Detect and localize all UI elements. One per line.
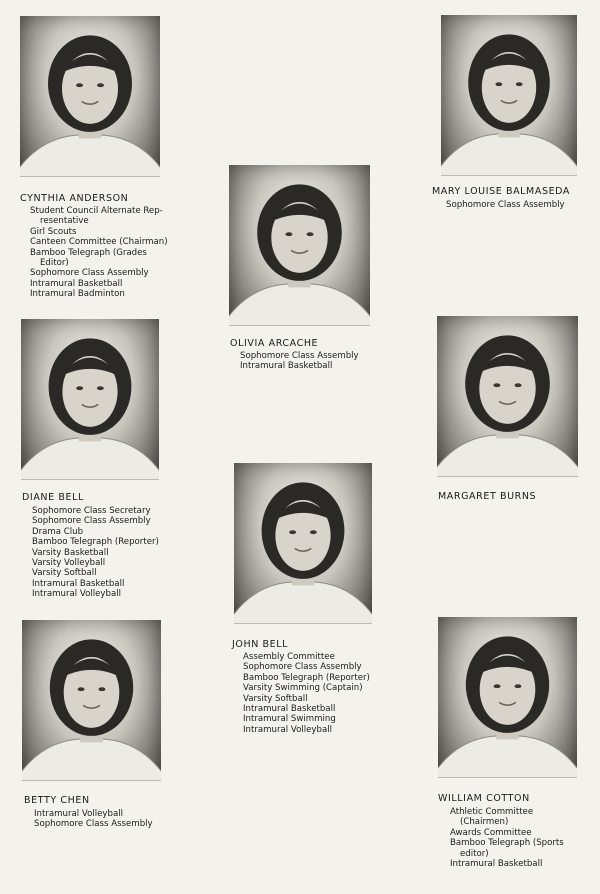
activity-item: Bamboo Telegraph (Grades [30,247,147,258]
student-name: OLIVIA ARCACHE [230,338,319,349]
activity-item: Intramural Swimming [243,714,336,725]
activity-item: Sophomore Class Assembly [34,819,153,830]
activity-item: Intramural Volleyball [243,724,333,735]
activity-list [243,652,370,735]
activity-list [240,351,359,372]
activity-item: Intramural Badminton [30,289,125,300]
activity-item: Editor) [40,258,69,269]
activity-item: Awards Committee [450,827,532,838]
activity-item: Intramural Basketball [32,578,125,589]
activity-list [32,506,159,600]
activity-item: Sophomore Class Secretary [32,506,151,516]
portrait-silhouette [229,165,370,326]
student-name: WILLIAM COTTON [438,793,530,804]
portrait-silhouette [437,316,578,477]
portrait-photo [229,165,370,326]
portrait-photo [441,15,577,176]
portrait-photo [20,16,160,177]
activity-item: Bamboo Telegraph (Reporter) [32,537,159,548]
activity-list [34,809,153,830]
activity-item: Drama Club [32,526,84,537]
activity-item: resentative [40,216,89,227]
activity-item: Sophomore Class Assembly [30,268,149,279]
activity-item: Bamboo Telegraph (Sports [450,838,564,849]
portrait-photo [21,319,159,480]
student-name: JOHN BELL [232,639,289,650]
activity-item: Intramural Basketball [240,361,333,372]
activity-item: Sophomore Class Assembly [32,516,151,527]
student-name: DIANE BELL [22,492,84,503]
activity-item: Intramural Basketball [243,704,336,715]
activity-item: Sophomore Class Assembly [446,200,565,210]
student-name: CYNTHIA ANDERSON [20,193,129,204]
activity-item: Varsity Softball [243,693,308,704]
activity-item: editor) [460,848,489,859]
portrait-photo [234,463,372,624]
activity-list [450,807,564,869]
activity-item: Girl Scouts [30,226,77,237]
activity-item: Sophomore Class Assembly [243,662,362,673]
portrait-photo [438,617,577,778]
student-name: BETTY CHEN [24,795,90,806]
activity-item: Athletic Committee [450,807,534,817]
activity-item: Varsity Softball [32,568,97,579]
activity-item: Student Council Alternate Rep- [30,206,163,216]
activity-item: Varsity Swimming (Captain) [243,683,363,694]
activity-item: Bamboo Telegraph (Reporter) [243,672,370,683]
activity-list [446,200,565,210]
portrait-silhouette [21,319,159,480]
portrait-silhouette [20,16,160,177]
portrait-silhouette [234,463,372,624]
student-name: MARY LOUISE BALMASEDA [432,186,571,197]
portrait-silhouette [22,620,161,781]
activity-item: Intramural Basketball [450,859,543,870]
activity-item: Intramural Volleyball [34,809,124,819]
activity-item: Varsity Basketball [32,547,109,558]
student-name: MARGARET BURNS [438,491,537,502]
activity-item: Sophomore Class Assembly [240,351,359,361]
activity-item: Intramural Volleyball [32,589,122,600]
activity-list [30,206,168,300]
portrait-photo [22,620,161,781]
activity-item: (Chairmen) [460,817,509,828]
activity-item: Canteen Committee (Chairman) [30,237,168,248]
portrait-silhouette [438,617,577,778]
activity-item: Varsity Volleyball [32,558,106,569]
portrait-photo [437,316,578,477]
portrait-silhouette [441,15,577,176]
activity-item: Assembly Committee [243,652,335,662]
activity-item: Intramural Basketball [30,278,123,289]
